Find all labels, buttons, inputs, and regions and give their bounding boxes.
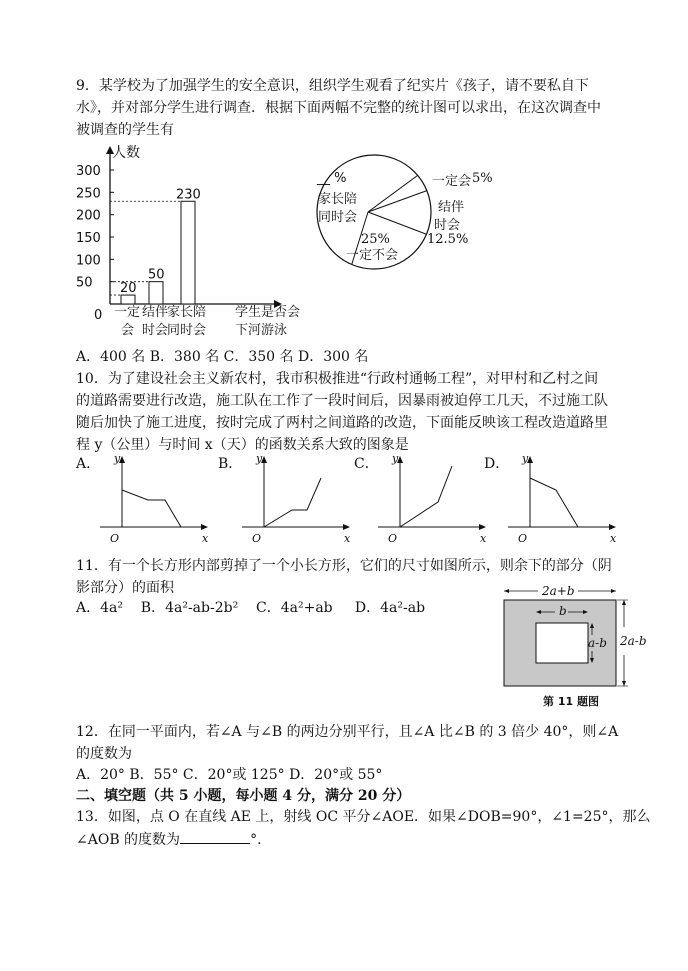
bar-y-tick-0: 0 xyxy=(94,308,103,323)
bar-y-tick-200: 200 xyxy=(76,208,101,224)
bar-category-1-line2: 时会 xyxy=(142,323,169,338)
fig-right-label: 2a-b xyxy=(620,634,647,648)
q12-options: A．20° B．55° C．20°或 125° D．20°或 55° xyxy=(76,767,383,783)
q11-figure xyxy=(498,583,658,711)
svg-text:O: O xyxy=(518,532,528,545)
bar-x-label-1: 学生是否会 xyxy=(235,305,301,320)
q10-line-2: 的道路需要进行改造，施工队在工作了一段时间后，因暴雨被迫停工几天，不过施工队 xyxy=(76,393,608,409)
pie-pct-always: 5% xyxy=(472,171,493,186)
q11-option-d: D．4a²-ab xyxy=(354,600,426,616)
svg-text:x: x xyxy=(344,532,351,545)
svg-text:O: O xyxy=(252,532,262,545)
svg-text:O: O xyxy=(110,532,120,545)
fig-inner-height-label: a-b xyxy=(588,636,607,650)
pie-label-never: 一定不会 xyxy=(346,248,399,263)
pie-label-always: 一定会 xyxy=(432,174,472,189)
pie-pct-never: 25% xyxy=(361,232,390,247)
bar-1 xyxy=(149,282,163,304)
q11-option-b: B．4a²-ab-2b² xyxy=(140,600,239,616)
bar-y-tick-300: 300 xyxy=(76,164,101,179)
q9-line-1: 9．某学校为了加强学生的安全意识，组织学生观看了纪实片《孩子，请不要私自下 xyxy=(76,78,589,94)
q9-options: A．400 名 B．380 名 C．350 名 D．300 名 xyxy=(76,349,369,365)
svg-text:y: y xyxy=(392,452,399,465)
graph-d-label: D． xyxy=(484,456,510,472)
pie-blank-percent: __ % xyxy=(317,171,347,186)
graph-b-curve xyxy=(264,478,321,527)
q12-line-2: 的度数为 xyxy=(76,746,132,762)
pie-label-group-1: 结伴 xyxy=(438,200,465,215)
q9-bar-chart xyxy=(72,140,322,346)
fig-inner-width-label: b xyxy=(559,604,567,618)
bar-value-label-0: 20 xyxy=(120,281,137,297)
pie-divider-0 xyxy=(368,175,418,212)
bar-y-tick-50: 50 xyxy=(76,275,93,291)
graph-d-curve xyxy=(530,478,578,527)
q13-line-2 xyxy=(76,829,262,850)
q11-option-a: A．4a² xyxy=(76,600,123,616)
q10-line-1: 10．为了建设社会主义新农村，我市积极推进“行政村通畅工程”，对甲村和乙村之间 xyxy=(76,371,599,387)
bar-y-label: 人数 xyxy=(112,145,140,161)
svg-text:O: O xyxy=(388,532,398,545)
graph-b-label: B． xyxy=(218,456,243,472)
bar-y-tick-100: 100 xyxy=(76,253,101,269)
q11-line-2: 影部分）的面积 xyxy=(76,580,174,596)
pie-divider-2 xyxy=(368,212,426,234)
pie-divider-1 xyxy=(368,191,427,212)
section-2-title: 二、填空题（共 5 小题，每小题 4 分，满分 20 分） xyxy=(76,788,411,804)
q10-graphs xyxy=(70,452,622,548)
q10-line-3: 随后加快了施工进度，按时完成了两村之间道路的改造，下面能反映该工程改造道路里 xyxy=(76,415,608,431)
svg-text:y: y xyxy=(114,452,121,465)
graph-c xyxy=(354,452,487,545)
q12-line-1: 12．在同一平面内，若∠A 与∠B 的两边分别平行，且∠A 比∠B 的 3 倍少 40°，则∠A xyxy=(76,724,619,740)
q9-line-2: 水》，并对部分学生进行调查．根据下面两幅不完整的统计图可以求出，在这次调查中 xyxy=(76,100,601,116)
pie-label-parent-1: 家长陪 xyxy=(318,192,358,207)
svg-text:y: y xyxy=(522,452,529,465)
q9-pie-chart xyxy=(300,150,530,270)
q11-line-1: 11．有一个长方形内部剪掉了一个小长方形，它们的尺寸如图所示，则余下的部分（阴 xyxy=(76,558,612,574)
q9-line-3: 被调查的学生有 xyxy=(76,122,174,138)
q13-text-pre: ∠AOB 的度数为 xyxy=(76,832,181,848)
svg-text:x: x xyxy=(202,532,209,545)
svg-text:x: x xyxy=(480,532,487,545)
q11-options xyxy=(76,598,425,618)
bar-x-label-2: 下河游泳 xyxy=(235,323,288,338)
q10-line-4: 程 y（公里）与时间 x（天）的函数关系大致的图象是 xyxy=(76,437,409,453)
svg-text:y: y xyxy=(256,452,263,465)
q13-answer-blank[interactable] xyxy=(180,829,250,844)
inner-rectangle xyxy=(536,623,588,663)
pie-label-parent-2: 同时会 xyxy=(318,210,358,225)
graph-a-label: A． xyxy=(76,456,101,472)
bar-y-tick-250: 250 xyxy=(76,186,101,202)
pie-pct-group: 12.5% xyxy=(427,232,469,247)
bar-0 xyxy=(121,295,135,304)
graph-c-label: C． xyxy=(354,456,379,472)
bar-2 xyxy=(181,201,195,304)
bar-category-0-line2: 会 xyxy=(121,323,135,338)
fig-caption: 第 11 题图 xyxy=(543,695,599,708)
graph-b xyxy=(218,452,351,545)
svg-text:x: x xyxy=(610,532,617,545)
bar-category-2-line1: 家长陪 xyxy=(167,305,207,320)
bar-y-tick-150: 150 xyxy=(76,231,101,246)
fig-top-label: 2a+b xyxy=(542,584,575,598)
bar-category-2-line2: 同时会 xyxy=(167,323,207,338)
graph-a-curve xyxy=(122,490,181,527)
bar-value-label-2: 230 xyxy=(176,187,201,203)
graph-a xyxy=(75,452,209,545)
q13-text-post: °. xyxy=(250,832,262,848)
bar-category-0-line1: 一定 xyxy=(114,305,141,320)
pie-label-group-2: 时会 xyxy=(434,218,461,233)
graph-d xyxy=(484,452,617,545)
q11-option-c: C．4a²+ab xyxy=(256,600,333,616)
q13-line-1: 13．如图，点 O 在直线 AE 上，射线 OC 平分∠AOE．如果∠DOB=90°，∠1=25°，那么 xyxy=(76,809,651,825)
bar-category-1-line1: 结伴 xyxy=(142,305,169,320)
bar-value-label-1: 50 xyxy=(148,267,165,283)
graph-c-curve xyxy=(400,466,452,527)
